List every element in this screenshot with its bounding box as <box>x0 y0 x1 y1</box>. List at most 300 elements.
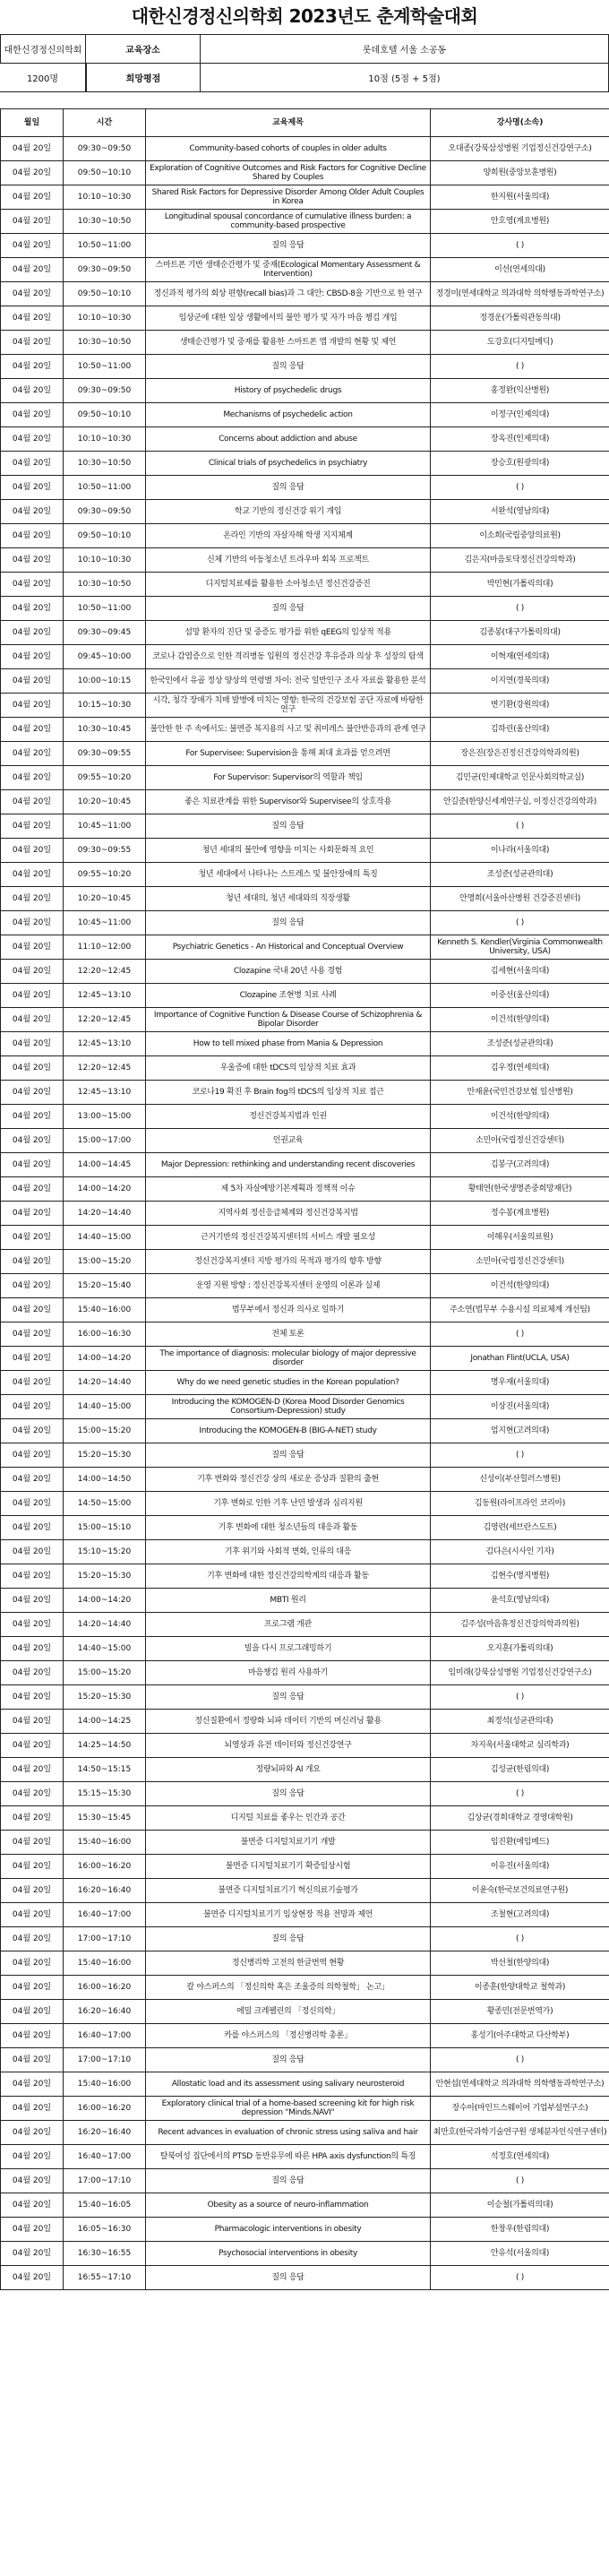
cell-time: 09:30~09:55 <box>64 839 146 863</box>
cell-topic: 임상군에 대한 일상 생활에서의 불안 평가 및 자가 마음 챙김 개입 <box>146 306 431 331</box>
cell-date: 04월 20일 <box>1 1419 64 1443</box>
table-row <box>1 1879 609 1903</box>
cell-date: 04월 20일 <box>1 694 64 718</box>
cell-time: 16:30~16:55 <box>64 2242 146 2266</box>
organizer: 대한신경정신의학회 <box>0 35 86 64</box>
table-row <box>1 234 609 258</box>
points: 10점 (5점 + 5점) <box>201 64 609 92</box>
cell-date: 04월 20일 <box>1 234 64 258</box>
cell-date: 04월 20일 <box>1 790 64 814</box>
cell-time: 11:10~12:00 <box>64 935 146 960</box>
cell-date: 04월 20일 <box>1 1322 64 1347</box>
info-table <box>0 34 609 92</box>
cell-time: 15:40~16:00 <box>64 2072 146 2097</box>
table-row <box>1 1202 609 1226</box>
table-row <box>1 2218 609 2242</box>
cell-date: 04월 20일 <box>1 1129 64 1153</box>
cell-topic: 기후 위기와 사회적 변화, 인류의 대응 <box>146 1540 431 1564</box>
table-row <box>1 1564 609 1589</box>
cell-speaker: 김종봉(대구가톨릭의대) <box>431 621 609 645</box>
cell-speaker: 장승호(원광의대) <box>431 452 609 476</box>
cell-speaker: 안호영(계요병원) <box>431 210 609 234</box>
cell-date: 04월 20일 <box>1 645 64 669</box>
cell-date: 04월 20일 <box>1 2121 64 2145</box>
cell-time: 09:45~10:00 <box>64 645 146 669</box>
cell-topic: For Supervisee: Supervision을 통해 최대 효과를 얻으려면 <box>146 742 431 766</box>
cell-time: 14:40~15:00 <box>64 1395 146 1419</box>
table-row <box>1 669 609 694</box>
cell-topic: 질의 응답 <box>146 355 431 379</box>
cell-date: 04월 20일 <box>1 355 64 379</box>
cell-date: 04월 20일 <box>1 2024 64 2048</box>
cell-time: 09:30~09:50 <box>64 137 146 161</box>
cell-speaker: 김우정(연세의대) <box>431 1056 609 1081</box>
cell-speaker: 김영련(세브란스도트) <box>431 1516 609 1540</box>
cell-time: 09:50~10:10 <box>64 282 146 306</box>
cell-time: 14:25~14:50 <box>64 1734 146 1758</box>
cell-time: 16:55~17:10 <box>64 2266 146 2290</box>
cell-time: 10:15~10:30 <box>64 694 146 718</box>
table-row <box>1 452 609 476</box>
cell-date: 04월 20일 <box>1 1347 64 1371</box>
cell-date: 04월 20일 <box>1 548 64 573</box>
cell-speaker: ( ) <box>431 1782 609 1806</box>
cell-topic: 불면증 디지털치료기기 확증임상시험 <box>146 1855 431 1879</box>
cell-topic: Psychiatric Genetics - An Historical and Conceptual Overview <box>146 935 431 960</box>
cell-date: 04월 20일 <box>1 1395 64 1419</box>
cell-speaker: 임미래(강북삼성병원 기업정신건강연구소) <box>431 1661 609 1685</box>
cell-topic: Community-based cohorts of couples in older adults <box>146 137 431 161</box>
cell-date: 04월 20일 <box>1 2072 64 2097</box>
cell-date: 04월 20일 <box>1 2218 64 2242</box>
cell-time: 15:20~15:40 <box>64 1274 146 1298</box>
table-row <box>1 790 609 814</box>
cell-time: 10:00~10:15 <box>64 669 146 694</box>
cell-time: 15:00~15:20 <box>64 1250 146 1274</box>
cell-topic: 한국인에서 유골 정상 양상의 연령별 차이: 전국 일반인구 조사 자료를 활용한 분석 <box>146 669 431 694</box>
cell-time: 14:20~14:40 <box>64 1202 146 1226</box>
cell-topic: 생태순간평가 및 중재를 활용한 스마트폰 앱 개발의 현황 및 제언 <box>146 331 431 355</box>
cell-date: 04월 20일 <box>1 161 64 185</box>
table-row <box>1 2048 609 2072</box>
schedule-body <box>1 137 609 2290</box>
cell-speaker: 이종훈(한양대학교 철학과) <box>431 1976 609 2000</box>
cell-speaker: 홍성기(아주대학교 다산학부) <box>431 2024 609 2048</box>
venue-label: 교육장소 <box>86 35 201 64</box>
table-row <box>1 500 609 524</box>
table-row <box>1 2000 609 2024</box>
cell-speaker: 김상균(경희대학교 경영대학원) <box>431 1806 609 1831</box>
cell-speaker: 이중선(울산의대) <box>431 984 609 1008</box>
cell-time: 15:30~15:45 <box>64 1806 146 1831</box>
cell-speaker: 정경운(가톨릭관동의대) <box>431 306 609 331</box>
cell-topic: How to tell mixed phase from Mania & Depression <box>146 1032 431 1056</box>
cell-topic: Obesity as a source of neuro-inflammation <box>146 2193 431 2218</box>
cell-date: 04월 20일 <box>1 1032 64 1056</box>
cell-speaker: 김세현(서울의대) <box>431 960 609 984</box>
cell-time: 14:20~14:40 <box>64 1371 146 1395</box>
cell-date: 04월 20일 <box>1 282 64 306</box>
cell-date: 04월 20일 <box>1 935 64 960</box>
cell-topic: History of psychedelic drugs <box>146 379 431 403</box>
table-row <box>1 645 609 669</box>
cell-date: 04월 20일 <box>1 984 64 1008</box>
cell-date: 04월 20일 <box>1 621 64 645</box>
cell-date: 04월 20일 <box>1 960 64 984</box>
table-row <box>1 1419 609 1443</box>
cell-speaker: 장옥진(인제의대) <box>431 427 609 452</box>
cell-date: 04월 20일 <box>1 1806 64 1831</box>
cell-speaker: 주소연(법무부 수용시설 의료체계 개선팀) <box>431 1298 609 1322</box>
cell-speaker: ( ) <box>431 2169 609 2193</box>
cell-speaker: 이건석(한양의대) <box>431 1105 609 1129</box>
cell-date: 04월 20일 <box>1 1153 64 1177</box>
cell-topic: 정신병리학 고전의 한글번역 현황 <box>146 1951 431 1976</box>
cell-speaker: 김주성(마음휴정신건강의학과의원) <box>431 1613 609 1637</box>
cell-date: 04월 20일 <box>1 1661 64 1685</box>
cell-date: 04월 20일 <box>1 452 64 476</box>
cell-time: 16:20~16:40 <box>64 2121 146 2145</box>
cell-speaker: 이정구(인제의대) <box>431 403 609 427</box>
cell-topic: Clinical trials of psychedelics in psychiatry <box>146 452 431 476</box>
table-row <box>1 2145 609 2169</box>
cell-speaker: 조철현(고려의대) <box>431 1903 609 1927</box>
cell-speaker: ( ) <box>431 355 609 379</box>
table-row <box>1 766 609 790</box>
cell-time: 10:50~11:00 <box>64 234 146 258</box>
cell-time: 10:30~10:50 <box>64 573 146 597</box>
cell-topic: 좋은 치료관계를 위한 Supervisor와 Supervisee의 상호작용 <box>146 790 431 814</box>
cell-date: 04월 20일 <box>1 814 64 839</box>
cell-speaker: 이선(연세의대) <box>431 258 609 282</box>
cell-time: 15:10~15:20 <box>64 1540 146 1564</box>
cell-date: 04월 20일 <box>1 1081 64 1105</box>
cell-topic: 온라인 기반의 자살자해 학생 지지체계 <box>146 524 431 548</box>
cell-date: 04월 20일 <box>1 258 64 282</box>
cell-date: 04월 20일 <box>1 597 64 621</box>
cell-time: 16:00~16:20 <box>64 1976 146 2000</box>
cell-date: 04월 20일 <box>1 718 64 742</box>
cell-speaker: 차지욱(서울대학교 심리학과) <box>431 1734 609 1758</box>
cell-speaker: 이지연(경북의대) <box>431 669 609 694</box>
cell-topic: 정신건강복지센터 지방 평가의 목적과 평가의 향후 방향 <box>146 1250 431 1274</box>
cell-date: 04월 20일 <box>1 839 64 863</box>
table-row <box>1 1637 609 1661</box>
cell-time: 10:50~11:00 <box>64 597 146 621</box>
cell-time: 10:20~10:45 <box>64 790 146 814</box>
cell-speaker: 엄지현(고려의대) <box>431 1419 609 1443</box>
cell-time: 10:10~10:30 <box>64 427 146 452</box>
cell-time: 10:50~11:00 <box>64 355 146 379</box>
table-row <box>1 1782 609 1806</box>
cell-topic: Longitudinal spousal concordance of cumulative illness burden: a community-based prospective <box>146 210 431 234</box>
cell-date: 04월 20일 <box>1 1540 64 1564</box>
cell-topic: For Supervisor: Supervisor의 역할과 책임 <box>146 766 431 790</box>
table-row <box>1 161 609 185</box>
cell-topic: 기후 변화와 정신건강 상의 새로운 증상과 질환의 출현 <box>146 1468 431 1492</box>
cell-time: 10:30~10:50 <box>64 452 146 476</box>
cell-topic: 불안한 한 주 속에서도: 불면증 복지용의 사고 및 취미레스 불안반응과의 관계 연구 <box>146 718 431 742</box>
cell-time: 16:00~16:20 <box>64 2097 146 2121</box>
cell-date: 04월 20일 <box>1 185 64 210</box>
table-row <box>1 1540 609 1564</box>
cell-time: 13:00~15:00 <box>64 1105 146 1129</box>
cell-time: 12:45~13:10 <box>64 1081 146 1105</box>
cell-topic: 섬망 환자의 진단 및 중증도 평가를 위한 qEEG의 임상적 적용 <box>146 621 431 645</box>
cell-speaker: ( ) <box>431 1322 609 1347</box>
table-row <box>1 2266 609 2290</box>
cell-speaker: ( ) <box>431 814 609 839</box>
cell-date: 04월 20일 <box>1 2193 64 2218</box>
table-row <box>1 839 609 863</box>
cell-date: 04월 20일 <box>1 1226 64 1250</box>
table-row <box>1 863 609 887</box>
cell-speaker: 박민현(가톨릭의대) <box>431 573 609 597</box>
cell-speaker: Jonathan Flint(UCLA, USA) <box>431 1347 609 1371</box>
col-time-header: 시간 <box>64 109 146 137</box>
table-row <box>1 403 609 427</box>
cell-speaker: 최만호(한국과학기술연구원 생체분자인식연구센터) <box>431 2121 609 2145</box>
table-row <box>1 1032 609 1056</box>
cell-date: 04월 20일 <box>1 1758 64 1782</box>
cell-date: 04월 20일 <box>1 911 64 935</box>
cell-date: 04월 20일 <box>1 1903 64 1927</box>
table-row <box>1 694 609 718</box>
cell-topic: 질의 응답 <box>146 2169 431 2193</box>
cell-time: 16:40~17:00 <box>64 1903 146 1927</box>
cell-time: 09:50~10:10 <box>64 403 146 427</box>
cell-time: 16:40~17:00 <box>64 2024 146 2048</box>
cell-date: 04월 20일 <box>1 573 64 597</box>
cell-topic: Exploratory clinical trial of a home-based screening kit for high risk depression "Minds.NAVI" <box>146 2097 431 2121</box>
cell-speaker: ( ) <box>431 1443 609 1468</box>
table-row <box>1 427 609 452</box>
points-label: 희망평점 <box>86 64 201 92</box>
cell-topic: Importance of Cognitive Function & Disease Course of Schizophrenia & Bipolar Disorder <box>146 1008 431 1032</box>
cell-time: 15:40~16:00 <box>64 1831 146 1855</box>
table-row <box>1 524 609 548</box>
cell-date: 04월 20일 <box>1 1105 64 1129</box>
cell-speaker: 안명희(서울아산병원 건강증진센터) <box>431 887 609 911</box>
cell-speaker: 소민아(국립정신건강센터) <box>431 1129 609 1153</box>
cell-time: 12:20~12:45 <box>64 1056 146 1081</box>
table-row <box>1 960 609 984</box>
table-row <box>1 2121 609 2145</box>
cell-speaker: 조성준(성균관의대) <box>431 863 609 887</box>
cell-date: 04월 20일 <box>1 1492 64 1516</box>
cell-time: 14:00~14:25 <box>64 1710 146 1734</box>
cell-topic: Major Depression: rethinking and understanding recent discoveries <box>146 1153 431 1177</box>
cell-date: 04월 20일 <box>1 2097 64 2121</box>
col-date-header: 월일 <box>1 109 64 137</box>
table-row <box>1 210 609 234</box>
table-row <box>1 597 609 621</box>
cell-date: 04월 20일 <box>1 1468 64 1492</box>
cell-date: 04월 20일 <box>1 1879 64 1903</box>
cell-speaker: 이윤숙(한국보건의료연구원) <box>431 1879 609 1903</box>
schedule-table <box>0 108 609 2290</box>
cell-date: 04월 20일 <box>1 210 64 234</box>
cell-speaker: 안재윤(국민건강보험 일산병원) <box>431 1081 609 1105</box>
table-row <box>1 1153 609 1177</box>
table-row <box>1 137 609 161</box>
cell-topic: 우울증에 대한 tDCS의 임상적 치료 효과 <box>146 1056 431 1081</box>
table-row <box>1 2097 609 2121</box>
table-row <box>1 718 609 742</box>
cell-time: 16:00~16:20 <box>64 1855 146 1879</box>
cell-topic: 질의 응답 <box>146 234 431 258</box>
cell-time: 14:50~15:00 <box>64 1492 146 1516</box>
table-row <box>1 2242 609 2266</box>
cell-date: 04월 20일 <box>1 2048 64 2072</box>
cell-date: 04월 20일 <box>1 863 64 887</box>
cell-topic: 청년 세대에서 나타나는 스트레스 및 불안장애의 특징 <box>146 863 431 887</box>
cell-speaker: 정경미(연세대학교 의과대학 의학행동과학연구소) <box>431 282 609 306</box>
cell-speaker: 안길준(한양신세계연구실, 이정신건강의학과) <box>431 790 609 814</box>
cell-time: 16:20~16:40 <box>64 1879 146 1903</box>
cell-speaker: 김동원(라이프라인 코리아) <box>431 1492 609 1516</box>
cell-topic: 칼 야스퍼스의 「정신의학 혹은 조울증의 의학철학」 논고」 <box>146 1976 431 2000</box>
cell-topic: 디지털치료제를 활용한 소아청소년 정신건강증진 <box>146 573 431 597</box>
table-row <box>1 1226 609 1250</box>
table-row <box>1 1443 609 1468</box>
table-row <box>1 1129 609 1153</box>
cell-topic: Mechanisms of psychedelic action <box>146 403 431 427</box>
table-row <box>1 2193 609 2218</box>
table-row <box>1 1008 609 1032</box>
cell-topic: 질의 응답 <box>146 2266 431 2290</box>
table-row <box>1 1855 609 1879</box>
cell-date: 04월 20일 <box>1 306 64 331</box>
cell-speaker: 김봉구(고려의대) <box>431 1153 609 1177</box>
cell-speaker: 김하린(울산의대) <box>431 718 609 742</box>
cell-time: 12:20~12:45 <box>64 1008 146 1032</box>
cell-speaker: 황태연(한국생명존중희망재단) <box>431 1177 609 1202</box>
cell-topic: Shared Risk Factors for Depressive Disorder Among Older Adult Couples in Korea <box>146 185 431 210</box>
cell-topic: 기후 변화로 인한 기후 난민 발생과 심리지원 <box>146 1492 431 1516</box>
cell-date: 04월 20일 <box>1 1685 64 1710</box>
cell-topic: Recent advances in evaluation of chronic stress using saliva and hair <box>146 2121 431 2145</box>
cell-time: 14:00~14:20 <box>64 1347 146 1371</box>
cell-topic: 프로그램 개관 <box>146 1613 431 1637</box>
cell-date: 04월 20일 <box>1 476 64 500</box>
cell-speaker: 김다은(시사인 기자) <box>431 1540 609 1564</box>
cell-topic: 마음챙김 원리 사용하기 <box>146 1661 431 1685</box>
cell-speaker: 김현수(명지병원) <box>431 1564 609 1589</box>
cell-speaker: ( ) <box>431 1927 609 1951</box>
table-row <box>1 621 609 645</box>
cell-topic: 법무부에서 정신과 의사로 일하기 <box>146 1298 431 1322</box>
cell-time: 14:00~14:45 <box>64 1153 146 1177</box>
table-row <box>1 1492 609 1516</box>
cell-speaker: 조성준(성균관의대) <box>431 1032 609 1056</box>
cell-topic: 스마트폰 기반 생태순간평가 및 중재(Ecological Momentary Assessment & Intervention) <box>146 258 431 282</box>
cell-date: 04월 20일 <box>1 1516 64 1540</box>
cell-time: 09:50~10:10 <box>64 524 146 548</box>
cell-speaker: Kenneth S. Kendler(Virginia Commonwealth University, USA) <box>431 935 609 960</box>
cell-speaker: ( ) <box>431 2048 609 2072</box>
table-row <box>1 185 609 210</box>
cell-speaker: 안현섭(연세대학교 의과대학 의학행동과학연구소) <box>431 2072 609 2097</box>
cell-date: 04월 20일 <box>1 1927 64 1951</box>
table-row <box>1 1347 609 1371</box>
cell-topic: 질의 응답 <box>146 1927 431 1951</box>
cell-date: 04월 20일 <box>1 1589 64 1613</box>
cell-date: 04월 20일 <box>1 669 64 694</box>
table-row <box>1 2072 609 2097</box>
cell-date: 04월 20일 <box>1 2266 64 2290</box>
cell-time: 09:50~10:10 <box>64 161 146 185</box>
cell-topic: 질의 응답 <box>146 1443 431 1468</box>
cell-topic: 카를 야스퍼스의 「정신병리학 총론」 <box>146 2024 431 2048</box>
cell-speaker: 서완석(영남의대) <box>431 500 609 524</box>
cell-date: 04월 20일 <box>1 1637 64 1661</box>
table-row <box>1 1976 609 2000</box>
cell-topic: 불면증 디지털치료기기 임상현장 적용 전망과 제언 <box>146 1903 431 1927</box>
cell-topic: MBTI 원리 <box>146 1589 431 1613</box>
cell-speaker: 정수봉(계요병원) <box>431 1202 609 1226</box>
cell-speaker: 석정호(연세의대) <box>431 2145 609 2169</box>
cell-speaker: 이나라(서울의대) <box>431 839 609 863</box>
table-row <box>1 306 609 331</box>
cell-date: 04월 20일 <box>1 1831 64 1855</box>
cell-date: 04월 20일 <box>1 887 64 911</box>
cell-date: 04월 20일 <box>1 1298 64 1322</box>
cell-time: 14:20~14:40 <box>64 1613 146 1637</box>
cell-date: 04월 20일 <box>1 1177 64 1202</box>
table-row <box>1 1903 609 1927</box>
cell-speaker: 안유석(서울의대) <box>431 2242 609 2266</box>
cell-time: 15:00~15:20 <box>64 1661 146 1685</box>
cell-topic: Introducing the KOMOGEN-D (Korea Mood Disorder Genomics Consortium-Depression) study <box>146 1395 431 1419</box>
table-row <box>1 887 609 911</box>
table-row <box>1 258 609 282</box>
cell-speaker: 명우재(서울의대) <box>431 1371 609 1395</box>
cell-topic: 정신과적 평가의 회상 편향(recall bias)과 그 대안: CBSD-8을 기반으로 한 연구 <box>146 282 431 306</box>
cell-speaker: 최정석(성균관의대) <box>431 1710 609 1734</box>
cell-time: 14:40~15:00 <box>64 1226 146 1250</box>
cell-date: 04월 20일 <box>1 1782 64 1806</box>
cell-topic: Pharmacologic interventions in obesity <box>146 2218 431 2242</box>
cell-date: 04월 20일 <box>1 1202 64 1226</box>
cell-topic: 제 5차 자살예방기본계획과 정책적 이슈 <box>146 1177 431 1202</box>
cell-speaker: 한창우(한림의대) <box>431 2218 609 2242</box>
table-row <box>1 742 609 766</box>
cell-speaker: ( ) <box>431 597 609 621</box>
cell-topic: 정량뇌파와 AI 개요 <box>146 1758 431 1782</box>
cell-topic: 질의 응답 <box>146 814 431 839</box>
cell-speaker: 홍정완(익산병원) <box>431 379 609 403</box>
cell-speaker: ( ) <box>431 1685 609 1710</box>
cell-time: 15:20~15:30 <box>64 1564 146 1589</box>
cell-date: 04월 20일 <box>1 331 64 355</box>
cell-topic: 신체 기반의 아동청소년 트라우마 회복 프로젝트 <box>146 548 431 573</box>
table-row <box>1 1831 609 1855</box>
cell-time: 16:20~16:40 <box>64 2000 146 2024</box>
cell-topic: Clozapine 조현병 치료 사례 <box>146 984 431 1008</box>
cell-topic: 에밀 크레펠린의 「정신의학」 <box>146 2000 431 2024</box>
cell-topic: 청년 세대의 불안에 영향을 미치는 사회문화적 요인 <box>146 839 431 863</box>
cell-speaker: 김은지(마음토닥정신건강의학과) <box>431 548 609 573</box>
cell-speaker: 이소희(국립중앙의료원) <box>431 524 609 548</box>
table-row <box>1 1081 609 1105</box>
table-row <box>1 1758 609 1782</box>
cell-topic: Psychosocial interventions in obesity <box>146 2242 431 2266</box>
cell-time: 17:00~17:10 <box>64 1927 146 1951</box>
cell-time: 09:30~09:50 <box>64 379 146 403</box>
cell-speaker: ( ) <box>431 234 609 258</box>
table-row <box>1 476 609 500</box>
